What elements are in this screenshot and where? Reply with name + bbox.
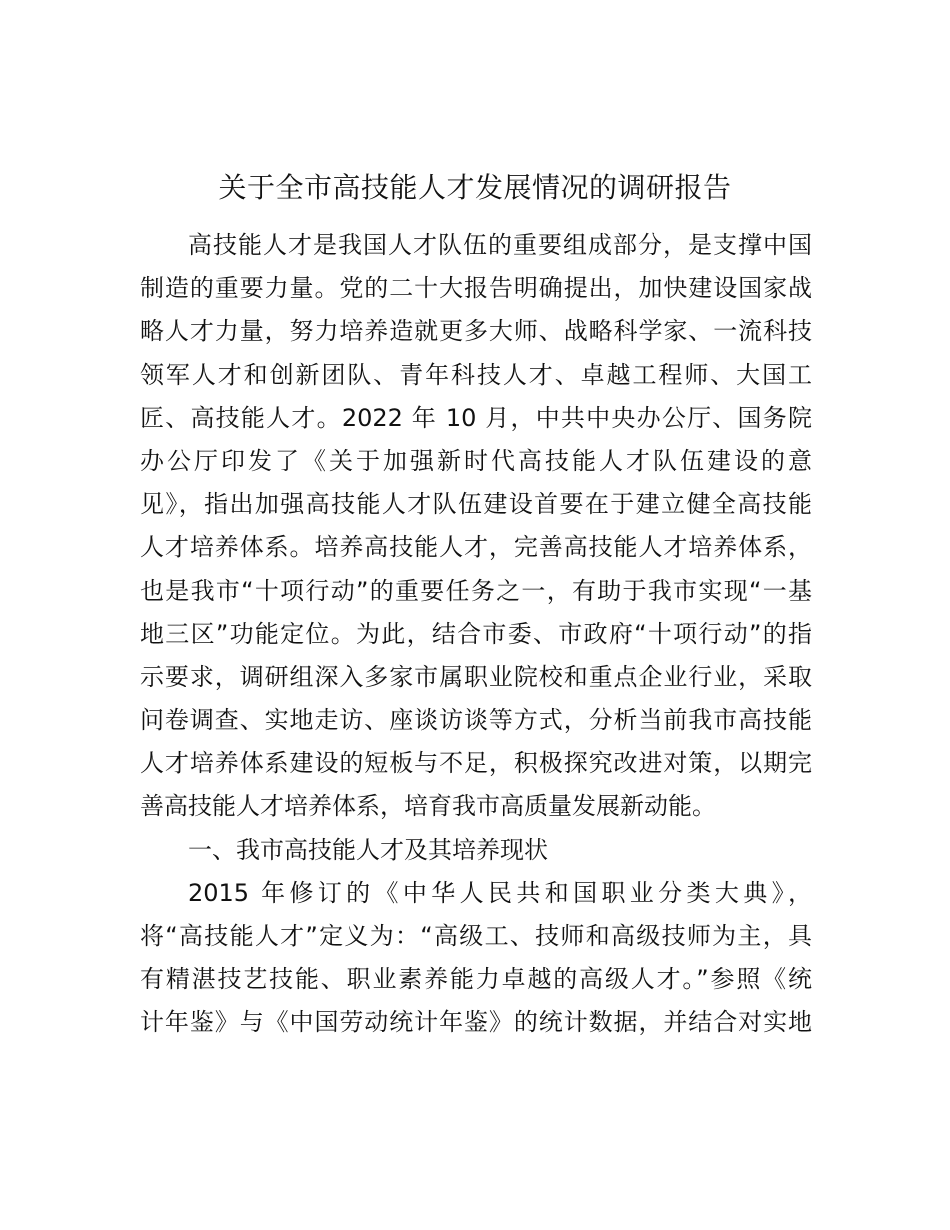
paragraph-1-line-9: 也是我市“十项行动”的重要任务之一，有助于我市实现“一基 (140, 576, 812, 605)
paragraph-2-line-1: 2015 年修订的《中华人民共和国职业分类大典》， (188, 878, 812, 907)
paragraph-1-line-4: 领军人才和创新团队、青年科技人才、卓越工程师、大国工 (140, 360, 812, 389)
paragraph-2-line-2: 将“高技能人才”定义为：“高级工、技师和高级技师为主，具 (140, 922, 812, 950)
document-title: 关于全市高技能人才发展情况的调研报告 (218, 171, 732, 204)
paragraph-1-line-1: 高技能人才是我国人才队伍的重要组成部分，是支撑中国 (188, 231, 812, 259)
paragraph-1-line-11: 示要求，调研组深入多家市属职业院校和重点企业行业，采取 (140, 662, 812, 691)
paragraph-1-line-14: 善高技能人才培养体系，培育我市高质量发展新动能。 (140, 792, 716, 821)
paragraph-1-line-6: 办公厅印发了《关于加强新时代高技能人才队伍建设的意 (140, 446, 812, 475)
paragraph-1-line-2: 制造的重要力量。党的二十大报告明确提出，加快建设国家战 (140, 274, 812, 303)
paragraph-1-line-10: 地三区”功能定位。为此，结合市委、市政府“十项行动”的指 (140, 619, 812, 648)
paragraph-2-line-4: 计年鉴》与《中国劳动统计年鉴》的统计数据，并结合对实地 (140, 1008, 812, 1037)
paragraph-1-line-7: 见》，指出加强高技能人才队伍建设首要在于建立健全高技能 (140, 490, 812, 519)
paragraph-2-line-3: 有精湛技艺技能、职业素养能力卓越的高级人才。”参照《统 (140, 965, 812, 994)
paragraph-1-line-12: 问卷调查、实地走访、座谈访谈等方式，分析当前我市高技能 (140, 706, 812, 735)
paragraph-1-line-3: 略人才力量，努力培养造就更多大师、战略科学家、一流科技 (140, 317, 812, 346)
paragraph-1-line-8: 人才培养体系。培养高技能人才，完善高技能人才培养体系， (140, 533, 812, 562)
section-heading-1: 一、我市高技能人才及其培养现状 (188, 835, 548, 864)
paragraph-1-line-13: 人才培养体系建设的短板与不足，积极探究改进对策，以期完 (140, 749, 812, 778)
document-body (140, 224, 812, 1045)
paragraph-1-line-5: 匠、高技能人才。2022 年 10 月，中共中央办公厅、国务院 (140, 403, 812, 432)
